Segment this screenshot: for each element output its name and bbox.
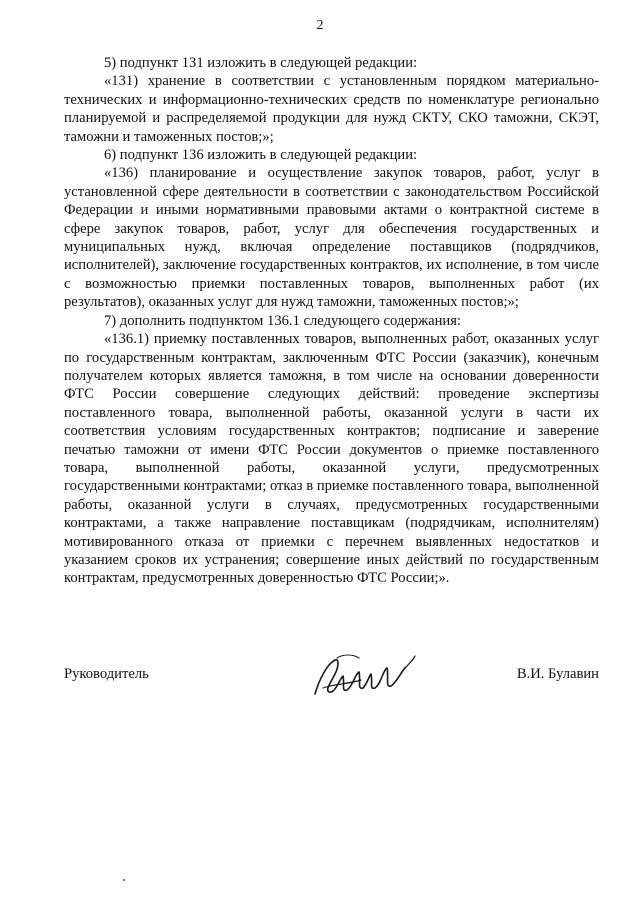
signature-block <box>64 650 599 710</box>
signatory-name: В.И. Булавин <box>516 666 599 682</box>
paragraph-item-6-intro: 6) подпункт 136 изложить в следующей редакции: <box>104 147 418 164</box>
page-number: 2 <box>316 18 324 33</box>
scan-dot <box>123 879 125 881</box>
paragraph-item-136-1: «136.1) приемку поставленных товаров, выполненных работ, оказанных услуг по государственным контрактам, заключенным ФТС России (заказчик), конечным получателем которых является таможня, в том числе на основании доверенности ФТС России совершение следующих действий: проведение экспертизы поставленного товара, выполненной работы, оказанной услуги в части их соответствия условиям государственных контрактов; подписание и заверение печатью таможни от имени ФТС России документов о приемке поставленного товара, выполненной работы, оказанной услуги, предусмотренных государственными контрактами; отказ в приемке поставленного товара, выполненной работы, оказанной услуги в случаях, предусмотренных государственными контрактами, а также направление поставщикам (подрядчикам, исполнителям) мотивированного отказа от приемки с перечнем выявленных недостатков и указанием сроков их устранения; совершение иных действий по государственным контрактам, предусмотренных доверенностью ФТС России;». <box>64 331 599 587</box>
paragraph-item-136: «136) планирование и осуществление закупок товаров, работ, услуг в установленной сфере деятельности в соответствии с законодательством Российской Федерации и иными нормативными правовыми актами о контрактной системе в сфере закупок товаров, работ, услуг для обеспечения государственных и муниципальных нужд, включая определение поставщиков (подрядчиков, исполнителей), заключение государственных контрактов, их исполнение, в том числе с возможностью приемки поставленных товаров, выполненных работ (их результатов), оказанных услуг для нужд таможни, таможенных постов;»; <box>64 165 599 311</box>
document-body <box>64 54 599 588</box>
paragraph-item-7-intro: 7) дополнить подпунктом 136.1 следующего содержания: <box>104 312 461 329</box>
handwritten-signature <box>309 650 419 704</box>
paragraph-item-5-intro: 5) подпункт 131 изложить в следующей редакции: <box>104 55 418 71</box>
signatory-role: Руководитель <box>64 666 149 682</box>
paragraph-item-131: «131) хранение в соответствии с установленным порядком материально-технических и информационно-технических средств по номенклатуре регионально планируемой и распределяемой продукции для нужд СКТУ, СКО таможни, СКЭТ, таможни и таможенных постов;»; <box>64 73 599 145</box>
